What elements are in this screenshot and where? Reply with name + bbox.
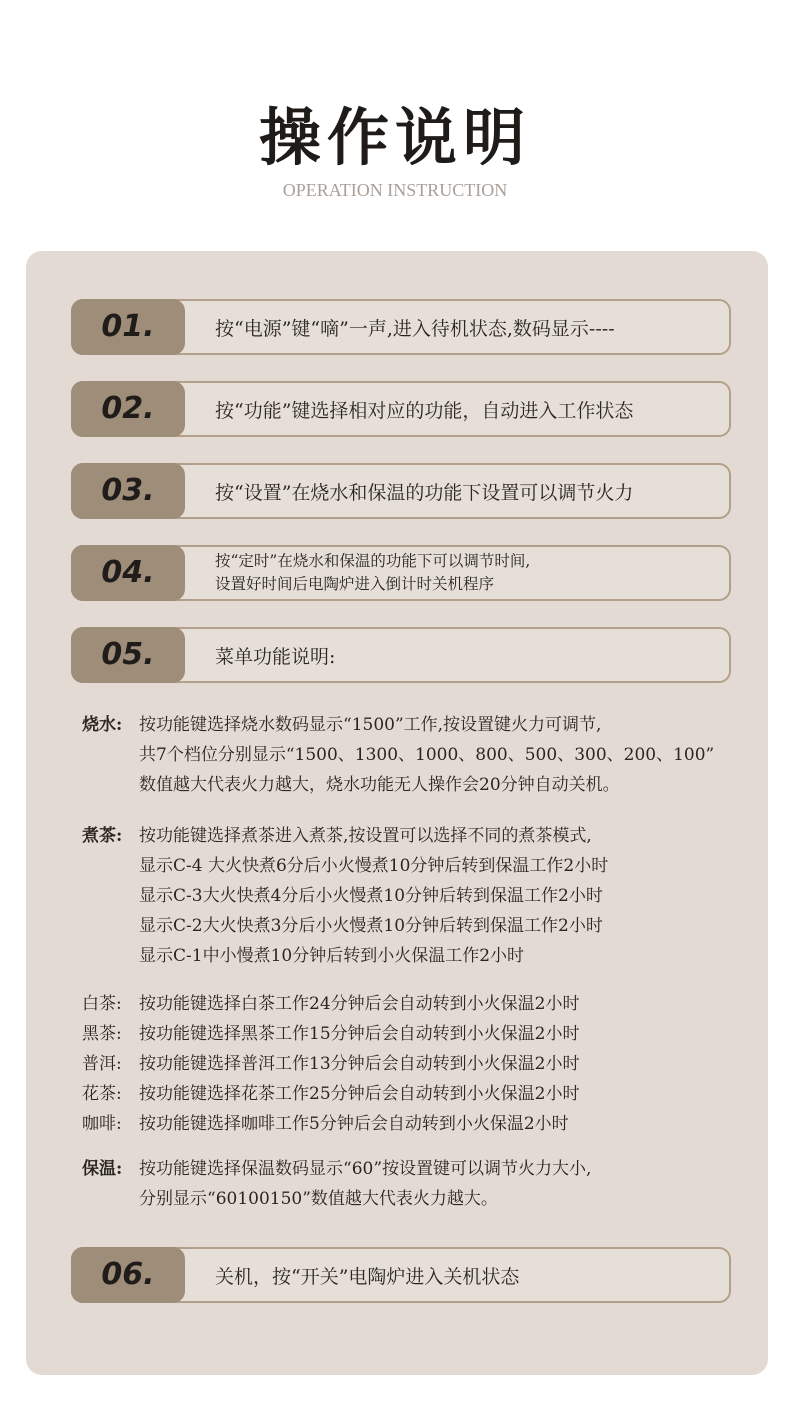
- step-number: 02.: [71, 381, 185, 437]
- tea-types-section: [82, 989, 772, 1139]
- menu-row: [82, 881, 772, 911]
- tea-section: [82, 821, 772, 971]
- menu-row: [82, 1184, 772, 1214]
- step-text-line: 按“设置”在烧水和保温的功能下设置可以调节火力: [215, 481, 634, 504]
- step-number: 04.: [71, 545, 185, 601]
- menu-label: 保温:: [82, 1159, 123, 1179]
- menu-text: 显示C-1中小慢煮10分钟后转到小火保温工作2小时: [139, 946, 525, 966]
- menu-row: [82, 821, 772, 851]
- step-05: [71, 627, 731, 683]
- step-number: 01.: [71, 299, 185, 355]
- step-text-line: 关机，按“开关”电陶炉进入关机状态: [215, 1265, 520, 1288]
- step-text: [215, 1249, 719, 1301]
- step-text-line: 按“定时”在烧水和保温的功能下可以调节时间,: [215, 552, 531, 570]
- menu-row: [82, 1079, 772, 1109]
- step-01: [71, 299, 731, 355]
- menu-row: [82, 1109, 772, 1139]
- step-06: [71, 1247, 731, 1303]
- boil-section: [82, 710, 772, 800]
- step-03: [71, 463, 731, 519]
- menu-label: 白茶:: [82, 994, 122, 1014]
- menu-row: [82, 989, 772, 1019]
- menu-text: 显示C-3大火快煮4分后小火慢煮10分钟后转到保温工作2小时: [139, 886, 603, 906]
- step-02: [71, 381, 731, 437]
- menu-row: [82, 851, 772, 881]
- menu-text: 显示C-2大火快煮3分后小火慢煮10分钟后转到保温工作2小时: [139, 916, 603, 936]
- page-title: 操作说明: [258, 101, 531, 174]
- step-text: [215, 383, 719, 435]
- page-subtitle: OPERATION INSTRUCTION: [282, 180, 508, 200]
- warm-section: [82, 1154, 772, 1214]
- menu-row: [82, 710, 772, 740]
- menu-text: 按功能键选择保温数码显示“60”按设置键可以调节火力大小,: [139, 1159, 592, 1179]
- step-number: 03.: [71, 463, 185, 519]
- menu-label: 普洱:: [82, 1054, 122, 1074]
- step-text: [215, 629, 719, 681]
- step-text-line: 按“电源”键“嘀”一声,进入待机状态,数码显示----: [215, 317, 615, 340]
- menu-label: 咖啡:: [82, 1114, 122, 1134]
- menu-row: [82, 740, 772, 770]
- menu-label: 黑茶:: [82, 1024, 122, 1044]
- step-number: 06.: [71, 1247, 185, 1303]
- menu-row: [82, 911, 772, 941]
- menu-label: 煮茶:: [82, 826, 123, 846]
- step-text: [215, 301, 719, 353]
- menu-row: [82, 1154, 772, 1184]
- menu-text: 按功能键选择煮茶进入煮茶,按设置可以选择不同的煮茶模式,: [139, 826, 592, 846]
- menu-text: 按功能键选择白茶工作24分钟后会自动转到小火保温2小时: [139, 994, 580, 1014]
- menu-text: 按功能键选择烧水数码显示“1500”工作,按设置键火力可调节,: [139, 715, 602, 735]
- menu-text: 共7个档位分别显示“1500、1300、1000、800、500、300、200、100”: [139, 745, 715, 765]
- menu-row: [82, 1049, 772, 1079]
- menu-row: [82, 770, 772, 800]
- step-number: 05.: [71, 627, 185, 683]
- menu-label: 烧水:: [82, 715, 123, 735]
- menu-text: 按功能键选择普洱工作13分钟后会自动转到小火保温2小时: [139, 1054, 580, 1074]
- menu-text: 按功能键选择黑茶工作15分钟后会自动转到小火保温2小时: [139, 1024, 580, 1044]
- menu-text: 按功能键选择咖啡工作5分钟后会自动转到小火保温2小时: [139, 1114, 569, 1134]
- step-text-line: 按“功能”键选择相对应的功能，自动进入工作状态: [215, 399, 634, 422]
- menu-text: 显示C-4 大火快煮6分后小火慢煮10分钟后转到保温工作2小时: [139, 856, 609, 876]
- step-text-line: 设置好时间后电陶炉进入倒计时关机程序: [215, 575, 495, 593]
- step-04: [71, 545, 731, 601]
- menu-label: 花茶:: [82, 1084, 122, 1104]
- menu-text: 数值越大代表火力越大，烧水功能无人操作会20分钟自动关机。: [139, 775, 620, 795]
- menu-row: [82, 941, 772, 971]
- menu-text: 分别显示“60100150”数值越大代表火力越大。: [139, 1189, 498, 1209]
- step-text-line: 菜单功能说明:: [215, 645, 336, 668]
- step-text: [215, 547, 719, 599]
- step-text: [215, 465, 719, 517]
- menu-text: 按功能键选择花茶工作25分钟后会自动转到小火保温2小时: [139, 1084, 580, 1104]
- menu-row: [82, 1019, 772, 1049]
